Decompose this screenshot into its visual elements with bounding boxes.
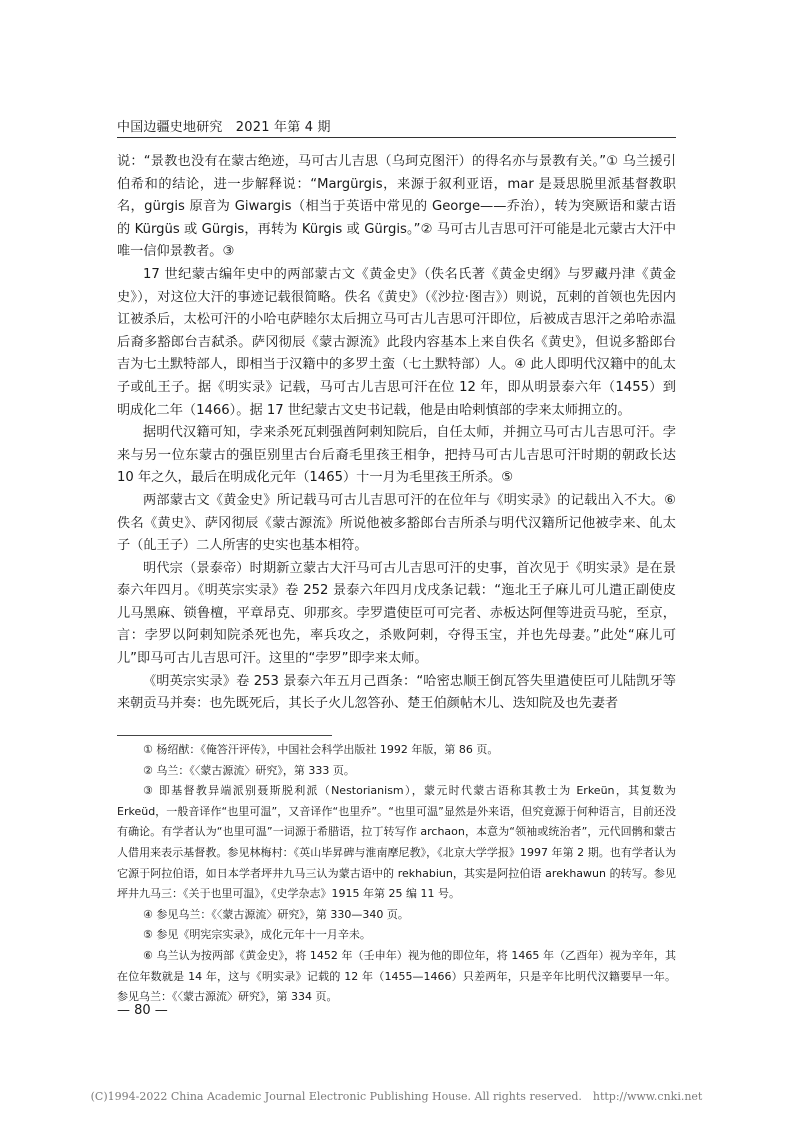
main-text — [117, 151, 676, 716]
footnote: ② 乌兰：《〈蒙古源流〉研究》，第 333 页。 — [143, 763, 355, 777]
paragraph: 两部蒙古文《黄金史》所记载马可古儿吉思可汗的在位年与《明实录》的记载出入不大。⑥ 佚名《黄史》、萨冈彻辰《蒙古源流》所说他被多豁郎台吉所杀与明代汉籍所记他被孛来、癿太子（癿王子）二人所害的史实也基本相符。 — [117, 492, 676, 554]
page-number: — 80 — — [117, 1003, 168, 1018]
copyright-notice: (C)1994-2022 China Academic Journal Electronic Publishing House. All rights reserved. http://www.cnki.net — [90, 1090, 703, 1103]
running-header: 中国边疆史地研究 2021 年第 4 期 — [117, 120, 331, 135]
footnote-divider — [117, 735, 332, 736]
paragraph: 说：“景教也没有在蒙古绝迹，马可古儿吉思（乌珂克图汗）的得名亦与景教有关。”① 乌兰援引伯希和的结论，进一步解释说：“Margürgis，来源于叙利亚语，mar 是聂思脱里派基督教职名，gürgis 原音为 Giwargis（相当于英语中常见的 George——乔治），转为突厥语和蒙古语的 Kürgüs 或 Gürgis，再转为 Kürgis 或 Gürgis。”② 马可古儿吉思可汗可能是北元蒙古大汗中唯一信仰景教者。③ — [117, 154, 676, 260]
paragraph: 明代宗（景泰帝）时期新立蒙古大汗马可古儿吉思可汗的史事，首次见于《明实录》是在景泰六年四月。《明英宗实录》卷 252 景泰六年四月戊戌条记载：“迤北王子麻儿可儿遣正副使皮儿马黑麻、锁鲁檀，平章昂克、卯那亥。孛罗遣使臣可可完者、赤板达阿俚等进贡马驼，至京，言：孛罗以阿剌知院杀死也先，率兵攻之，杀败阿剌，夺得玉宝，并也先母妻。”此处“麻儿可儿”即马可古儿吉思可汗。这里的“孛罗”即孛来太师。 — [117, 560, 676, 667]
header-divider — [117, 137, 676, 138]
footnote: ③ 即基督教异端派别聂斯脱利派（Nestorianism），蒙元时代蒙古语称其教士为 Erkeün，其复数为 Erkeüd，一般音译作“也里可温”，又音译作“也里乔”。“也里可温”显然是外来语，但究竟源于何种语言，目前还没有确论。有学者认为“也里可温”一词源于希腊语，拉丁转写作 archaon，本意为“领袖或统治者”，元代回鹘和蒙古人借用来表示基督教。参见林梅村：《英山毕昇碑与淮南摩尼教》，《北京大学学报》1997 年第 2 期。也有学者认为它源于阿拉伯语，如日本学者坪井九马三认为蒙古语中的 rekhabiun，其实是阿拉伯语 arekhawun 的转写。参见坪井九马三：《关于也里可温》，《史学杂志》1915 年第 25 编 11 号。 — [117, 784, 676, 901]
footnote: ⑥ 乌兰认为按两部《黄金史》，将 1452 年（壬申年）视为他的即位年，将 1465 年（乙酉年）视为辛年，其在位年数就是 14 年，这与《明实录》记载的 12 年（1455—1466）只差两年，只是辛年比明代汉籍要早一年。参见乌兰：《〈蒙古源流〉研究》，第 334 页。 — [117, 948, 676, 1004]
footnote: ④ 参见乌兰：《〈蒙古源流〉研究》，第 330—340 页。 — [143, 907, 409, 921]
paragraph: 据明代汉籍可知，孛来杀死瓦剌强酋阿剌知院后，自任太师，并拥立马可古儿吉思可汗。孛来与另一位东蒙古的强臣别里古台后裔毛里孩王相争，把持马可古儿吉思可汗时期的朝政长达 10 年之久，最后在明成化元年（1465）十一月为毛里孩王所杀。⑤ — [117, 425, 676, 486]
paragraph: 17 世纪蒙古编年史中的两部蒙古文《黄金史》（佚名氏著《黄金史纲》与罗藏丹津《黄金史》），对这位大汗的事迹记载很简略。佚名《黄史》（《沙拉·图吉》）则说，瓦剌的首领也先因内讧被杀后，太松可汗的小哈屯萨睦尔太后拥立马可古儿吉思可汗即位，后被成吉思汗之弟哈赤温后裔多豁郎台吉弑杀。萨冈彻辰《蒙古源流》此段内容基本上来自佚名《黄史》，但说多豁郎台吉为七土默特部人，即相当于汉籍中的多罗土蛮（七土默特部）人。④ 此人即明代汉籍中的癿太子或癿王子。据《明实录》记载，马可古儿吉思可汗在位 12 年，即从明景泰六年（1455）到明成化二年（1466）。据 17 世纪蒙古文史书记载，他是由哈剌慎部的孛来太师拥立的。 — [117, 266, 676, 418]
footnote: ⑤ 参见《明宪宗实录》，成化元年十一月辛未。 — [143, 928, 371, 942]
footnotes — [117, 740, 676, 1008]
footnote: ① 杨绍猷：《俺答汗评传》，中国社会科学出版社 1992 年版，第 86 页。 — [143, 743, 499, 756]
paragraph: 《明英宗实录》卷 253 景泰六年五月己酉条：“哈密忠顺王倒瓦答失里遣使臣可儿陆凯牙等来朝贡马并奏：也先既死后，其长子火儿忽答孙、楚王伯颜帖木儿、迭知院及也先妻者 — [117, 673, 676, 712]
